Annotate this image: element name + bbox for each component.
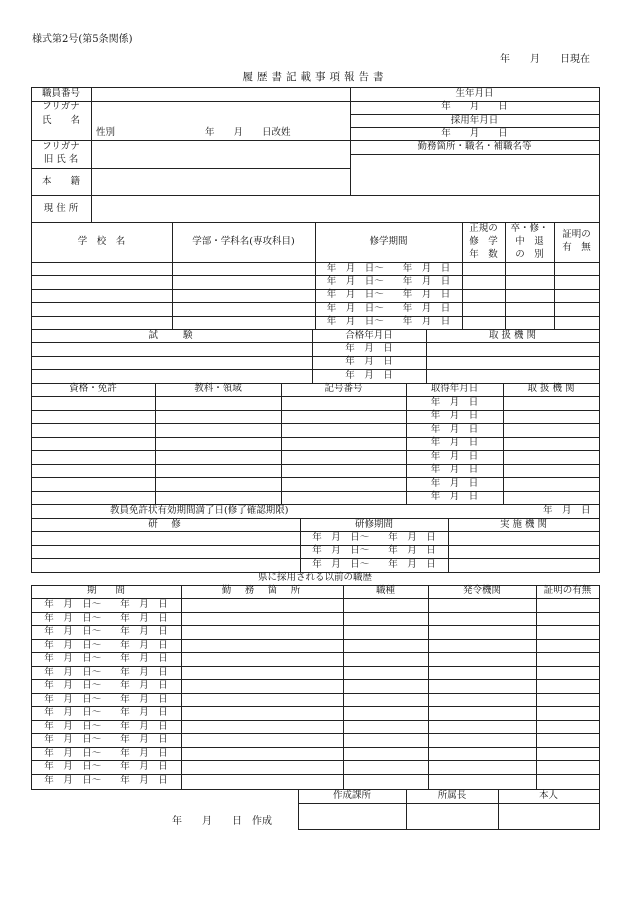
rule-h bbox=[31, 477, 599, 478]
name-change-label: 年 月 日改姓 bbox=[205, 127, 291, 139]
rule-h bbox=[31, 195, 350, 196]
prior-period-cell: 年 月 日～ 年 月 日 bbox=[44, 599, 168, 611]
rule-h bbox=[31, 450, 599, 451]
license-date-cell: 年 月 日 bbox=[430, 437, 479, 449]
training-header: 研 修 bbox=[148, 519, 183, 531]
prior-period-cell: 年 月 日～ 年 月 日 bbox=[44, 707, 168, 719]
as-of-date: 年 月 日現在 bbox=[500, 54, 590, 65]
license-date-cell: 年 月 日 bbox=[430, 397, 479, 409]
prior-period-cell: 年 月 日～ 年 月 日 bbox=[44, 761, 168, 773]
rule-h bbox=[298, 803, 599, 804]
rule-h bbox=[31, 410, 599, 411]
proof-header: 証明の bbox=[562, 229, 591, 241]
prior-period-cell: 年 月 日～ 年 月 日 bbox=[44, 667, 168, 679]
prior-employment-title: 県に採用される以前の職歴 bbox=[257, 572, 372, 584]
chief-label: 所属長 bbox=[437, 790, 467, 802]
rule-v bbox=[599, 585, 600, 789]
training-period-header: 研修期間 bbox=[354, 519, 393, 531]
exam-header: 試 験 bbox=[148, 330, 195, 342]
pass-date-header: 合格年月日 bbox=[345, 330, 393, 342]
prior-period-header: 期 間 bbox=[86, 585, 125, 597]
training-period-cell: 年 月 日～ 年 月 日 bbox=[312, 559, 436, 571]
school-header: 学 校 名 bbox=[77, 236, 126, 248]
rule-v bbox=[155, 383, 156, 504]
license-date-cell: 年 月 日 bbox=[430, 491, 479, 503]
rule-v bbox=[503, 383, 504, 504]
prior-period-cell: 年 月 日～ 年 月 日 bbox=[44, 748, 168, 760]
regular-years-header: 修 学 bbox=[469, 236, 498, 248]
self-label: 本人 bbox=[538, 790, 558, 802]
proof-header: 有 無 bbox=[562, 242, 591, 254]
rule-v bbox=[536, 585, 537, 789]
prev-furigana-label: フリガナ bbox=[42, 141, 80, 153]
rule-h bbox=[31, 87, 599, 88]
education-period-cell: 年 月 日～ 年 月 日 bbox=[326, 316, 451, 328]
prev-name-label: 旧 氏 名 bbox=[43, 154, 79, 166]
training-period-cell: 年 月 日～ 年 月 日 bbox=[312, 532, 436, 544]
regular-years-header: 正規の bbox=[469, 223, 498, 235]
rule-v bbox=[599, 329, 600, 383]
rule-v bbox=[599, 87, 600, 222]
rule-h bbox=[350, 195, 599, 196]
birth-date-value: 年 月 日 bbox=[441, 101, 508, 113]
acquired-date-header: 取得年月日 bbox=[430, 383, 479, 395]
license-date-cell: 年 月 日 bbox=[430, 424, 479, 436]
graduation-status-header: の 別 bbox=[515, 249, 544, 261]
name-label: 氏 名 bbox=[41, 115, 80, 127]
sex-label: 性別 bbox=[96, 127, 116, 139]
education-period-cell: 年 月 日～ 年 月 日 bbox=[326, 303, 451, 315]
rule-v bbox=[599, 789, 600, 829]
rule-v bbox=[599, 383, 600, 518]
prior-place-header: 勤 務 箇 所 bbox=[221, 585, 303, 597]
rule-h bbox=[31, 369, 599, 370]
license-date-cell: 年 月 日 bbox=[430, 464, 479, 476]
rule-h bbox=[298, 829, 600, 830]
rule-v bbox=[428, 585, 429, 789]
prior-period-cell: 年 月 日～ 年 月 日 bbox=[44, 680, 168, 692]
form-number: 様式第2号(第5条関係) bbox=[32, 34, 133, 45]
training-period-cell: 年 月 日～ 年 月 日 bbox=[312, 545, 436, 557]
training-agency-header: 実 施 機 関 bbox=[499, 519, 548, 531]
prior-period-cell: 年 月 日～ 年 月 日 bbox=[44, 640, 168, 652]
license-date-cell: 年 月 日 bbox=[430, 410, 479, 422]
rule-h bbox=[31, 342, 599, 343]
prior-period-cell: 年 月 日～ 年 月 日 bbox=[44, 613, 168, 625]
rule-v bbox=[599, 222, 600, 329]
graduation-status-header: 中 退 bbox=[515, 236, 544, 248]
rule-h bbox=[31, 168, 350, 169]
license-date-cell: 年 月 日 bbox=[430, 451, 479, 463]
prior-issuer-header: 発令機関 bbox=[462, 585, 501, 597]
hire-date-value: 年 月 日 bbox=[441, 128, 508, 140]
rule-v bbox=[281, 383, 282, 504]
prior-period-cell: 年 月 日～ 年 月 日 bbox=[44, 734, 168, 746]
workplace-label: 勤務箇所・職名・補職名等 bbox=[417, 141, 532, 153]
rule-h bbox=[31, 464, 599, 465]
hire-date-label: 採用年月日 bbox=[450, 115, 499, 127]
rule-v bbox=[599, 518, 600, 572]
prior-proof-header: 証明の有無 bbox=[543, 585, 592, 597]
prior-period-cell: 年 月 日～ 年 月 日 bbox=[44, 653, 168, 665]
faculty-header: 学部・学科名(専攻科目) bbox=[192, 236, 295, 248]
exam-pass-date-cell: 年 月 日 bbox=[345, 356, 393, 368]
rule-v bbox=[91, 87, 92, 222]
prior-job-header: 職種 bbox=[375, 585, 395, 597]
rule-h bbox=[31, 423, 599, 424]
staff-number-label: 職員番号 bbox=[41, 88, 80, 100]
subject-header: 教科・領域 bbox=[194, 383, 242, 395]
education-period-cell: 年 月 日～ 年 月 日 bbox=[326, 289, 451, 301]
exam-pass-date-cell: 年 月 日 bbox=[345, 343, 393, 355]
created-dept-label: 作成課所 bbox=[332, 790, 371, 802]
license-agency-header: 取 扱 機 関 bbox=[527, 383, 575, 395]
license-header: 資格・免許 bbox=[69, 383, 117, 395]
furigana-label: フリガナ bbox=[42, 101, 80, 113]
license-expiry-label: 教員免許状有効期間満了日(修了確認期限) bbox=[110, 505, 289, 517]
prior-period-cell: 年 月 日～ 年 月 日 bbox=[44, 775, 168, 787]
license-expiry-date: 年 月 日 bbox=[543, 505, 591, 517]
created-date-label: 年 月 日 作成 bbox=[172, 816, 272, 827]
address-label: 現 住 所 bbox=[43, 203, 79, 215]
prior-period-cell: 年 月 日～ 年 月 日 bbox=[44, 626, 168, 638]
prior-period-cell: 年 月 日～ 年 月 日 bbox=[44, 694, 168, 706]
birth-date-label: 生年月日 bbox=[455, 88, 494, 100]
page-title: 履歴書記載事項報告書 bbox=[242, 71, 388, 83]
rule-h bbox=[31, 491, 599, 492]
exam-pass-date-cell: 年 月 日 bbox=[345, 370, 393, 382]
code-number-header: 記号番号 bbox=[324, 383, 363, 395]
education-period-cell: 年 月 日～ 年 月 日 bbox=[326, 263, 451, 275]
period-header: 修学期間 bbox=[369, 236, 408, 248]
graduation-status-header: 卒・修・ bbox=[510, 223, 549, 235]
rule-h bbox=[31, 396, 599, 397]
prior-period-cell: 年 月 日～ 年 月 日 bbox=[44, 721, 168, 733]
rule-h bbox=[31, 437, 599, 438]
rule-v bbox=[343, 585, 344, 789]
domicile-label: 本 籍 bbox=[41, 176, 80, 188]
rule-v bbox=[181, 585, 182, 789]
exam-agency-header: 取 扱 機 関 bbox=[488, 330, 537, 342]
rule-h bbox=[350, 154, 599, 155]
education-period-cell: 年 月 日～ 年 月 日 bbox=[326, 276, 451, 288]
regular-years-header: 年 数 bbox=[469, 249, 498, 261]
license-date-cell: 年 月 日 bbox=[430, 478, 479, 490]
